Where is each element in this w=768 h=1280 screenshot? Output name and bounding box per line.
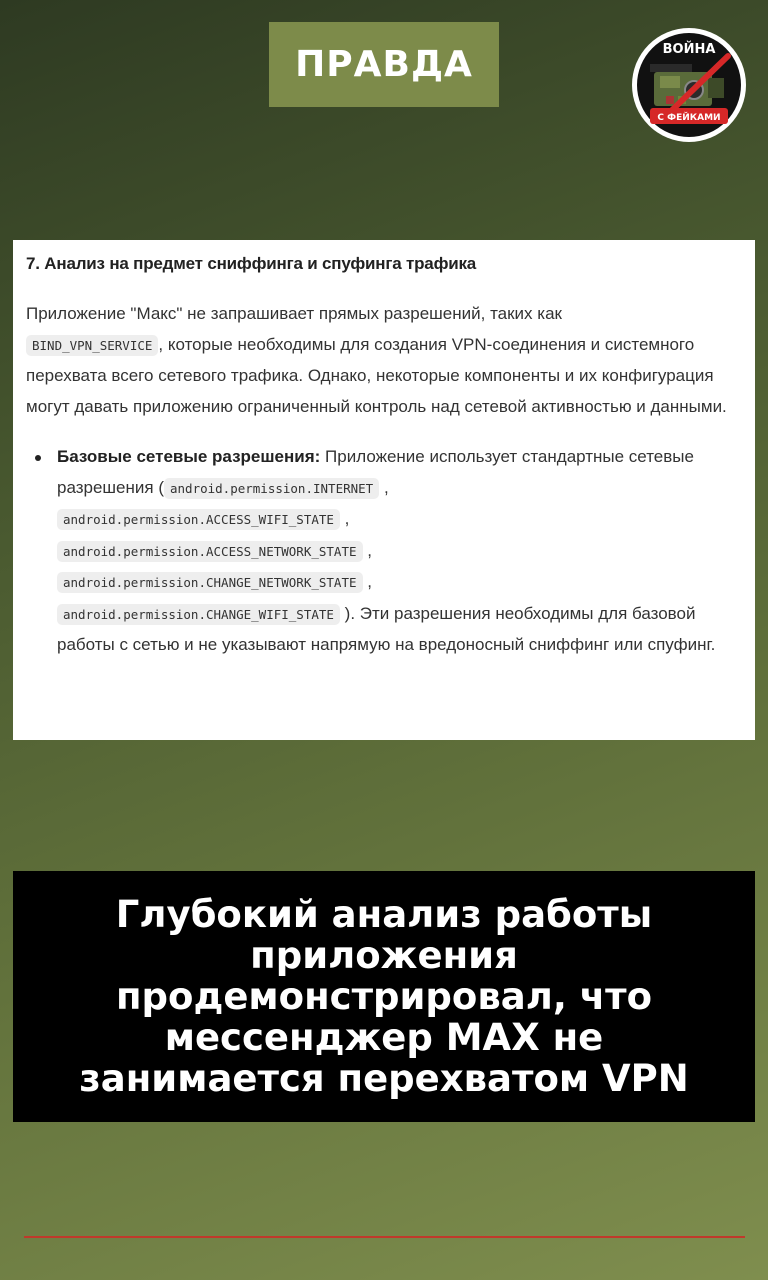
logo-bottom-text: С ФЕЙКАМИ (657, 113, 721, 123)
intro-text-end: , которые необходимы для создания VPN-соединения и системного перехвата всего сетевого трафика. Однако, некоторые компоненты и их конфигурация могут давать приложению ограниченный контроль над сетевой активностью и данными. (26, 334, 727, 416)
bullet-network-permissions (48, 442, 743, 661)
logo-top-text: ВОЙНА (662, 42, 716, 57)
section-title: 7. Анализ на предмет сниффинга и спуфинга трафика (26, 254, 477, 273)
code-bind-vpn-service: BIND_VPN_SERVICE (26, 335, 158, 356)
code-perm-access-network: android.permission.ACCESS_NETWORK_STATE (57, 541, 363, 562)
separator: , (367, 572, 372, 591)
bullet-title: Базовые сетевые разрешения: (57, 447, 321, 466)
verdict-badge (269, 22, 499, 107)
separator: , (367, 540, 372, 560)
code-perm-internet: android.permission.INTERNET (164, 478, 379, 499)
headline-text: Глубокий анализ работы приложения продемонстрировал, что мессенджер MAX не занимается перехватом VPN (79, 893, 689, 1100)
intro-paragraph (26, 299, 743, 422)
war-on-fakes-logo (630, 26, 748, 144)
separator: , (383, 477, 389, 497)
intro-text-start: Приложение "Макс" не запрашивает прямых разрешений, таких как (26, 304, 562, 323)
bullet-text: Приложение использует стандартные сетевые разрешения ( (57, 447, 694, 497)
verdict-label: ПРАВДА (295, 44, 473, 85)
separator: , (344, 509, 350, 528)
analysis-screenshot-card (13, 240, 755, 740)
headline-banner (13, 871, 755, 1122)
bullet-list (26, 442, 743, 661)
bullet-end-text: ). Эти разрешения необходимы для базовой работы с сетью и не указывают напрямую на вредоносный сниффинг или спуфинг. (57, 603, 716, 654)
code-perm-change-wifi: android.permission.CHANGE_WIFI_STATE (57, 604, 340, 625)
code-perm-change-network: android.permission.CHANGE_NETWORK_STATE (57, 572, 363, 593)
code-perm-access-wifi: android.permission.ACCESS_WIFI_STATE (57, 509, 340, 530)
bottom-divider (24, 1236, 745, 1238)
